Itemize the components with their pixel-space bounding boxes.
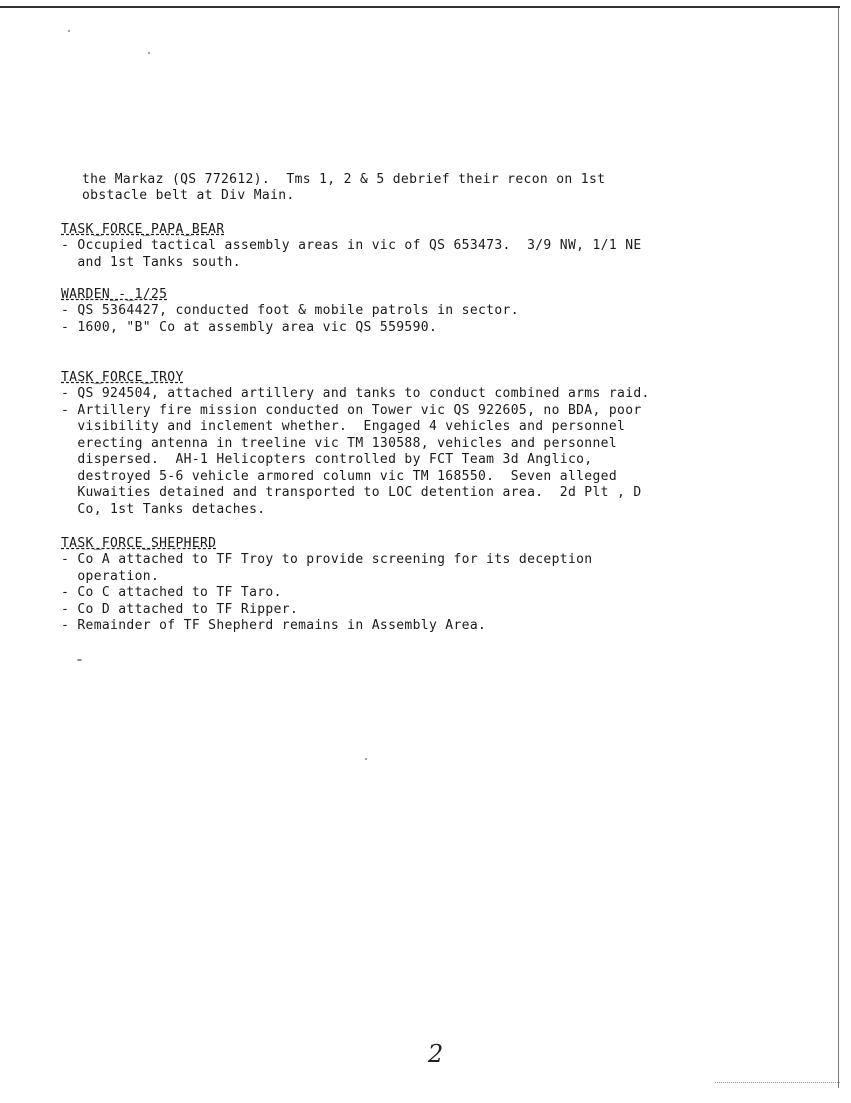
troy-line-3: visibility and inclement whether. Engaged 4 vehicles and personnel — [61, 419, 626, 434]
warden-line-1: - QS 5364427, conducted foot & mobile patrols in sector. — [61, 303, 519, 318]
troy-line-1: - QS 924504, attached artillery and tanks to conduct combined arms raid. — [61, 386, 650, 401]
troy-line-7: Kuwaities detained and transported to LOC detention area. 2d Plt , D — [61, 485, 642, 500]
troy-line-2: - Artillery fire mission conducted on Tower vic QS 922605, no BDA, poor — [61, 403, 642, 418]
papa-bear-line-1: - Occupied tactical assembly areas in vic of QS 653473. 3/9 NW, 1/1 NE — [61, 238, 642, 253]
papa-bear-line-2: and 1st Tanks south. — [61, 255, 241, 270]
shepherd-line-2: operation. — [61, 569, 160, 584]
troy-heading: TASK_FORCE_TROY — [61, 370, 184, 385]
shepherd-line-3: - Co C attached to TF Taro. — [61, 585, 282, 600]
warden-heading: WARDEN_-_1/25 — [61, 287, 168, 302]
intro-line-2: obstacle belt at Div Main. — [82, 188, 295, 203]
troy-line-5: dispersed. AH-1 Helicopters controlled by FCT Team 3d Anglico, — [61, 452, 593, 467]
page-number: 2 — [428, 1040, 444, 1068]
warden-line-2: - 1600, "B" Co at assembly area vic QS 559590. — [61, 320, 438, 335]
troy-line-8: Co, 1st Tanks detaches. — [61, 502, 266, 517]
troy-line-4: erecting antenna in treeline vic TM 130588, vehicles and personnel — [61, 436, 618, 451]
shepherd-heading: TASK_FORCE_SHEPHERD — [61, 536, 217, 551]
papa-bear-heading: TASK_FORCE_PAPA_BEAR — [61, 222, 225, 237]
shepherd-line-1: - Co A attached to TF Troy to provide screening for its deception — [61, 552, 593, 567]
troy-line-6: destroyed 5-6 vehicle armored column vic TM 168550. Seven alleged — [61, 469, 618, 484]
intro-line-1: the Markaz (QS 772612). Tms 1, 2 & 5 debrief their recon on 1st — [82, 172, 606, 187]
shepherd-line-5: - Remainder of TF Shepherd remains in Assembly Area. — [61, 618, 487, 633]
shepherd-line-4: - Co D attached to TF Ripper. — [61, 602, 299, 617]
